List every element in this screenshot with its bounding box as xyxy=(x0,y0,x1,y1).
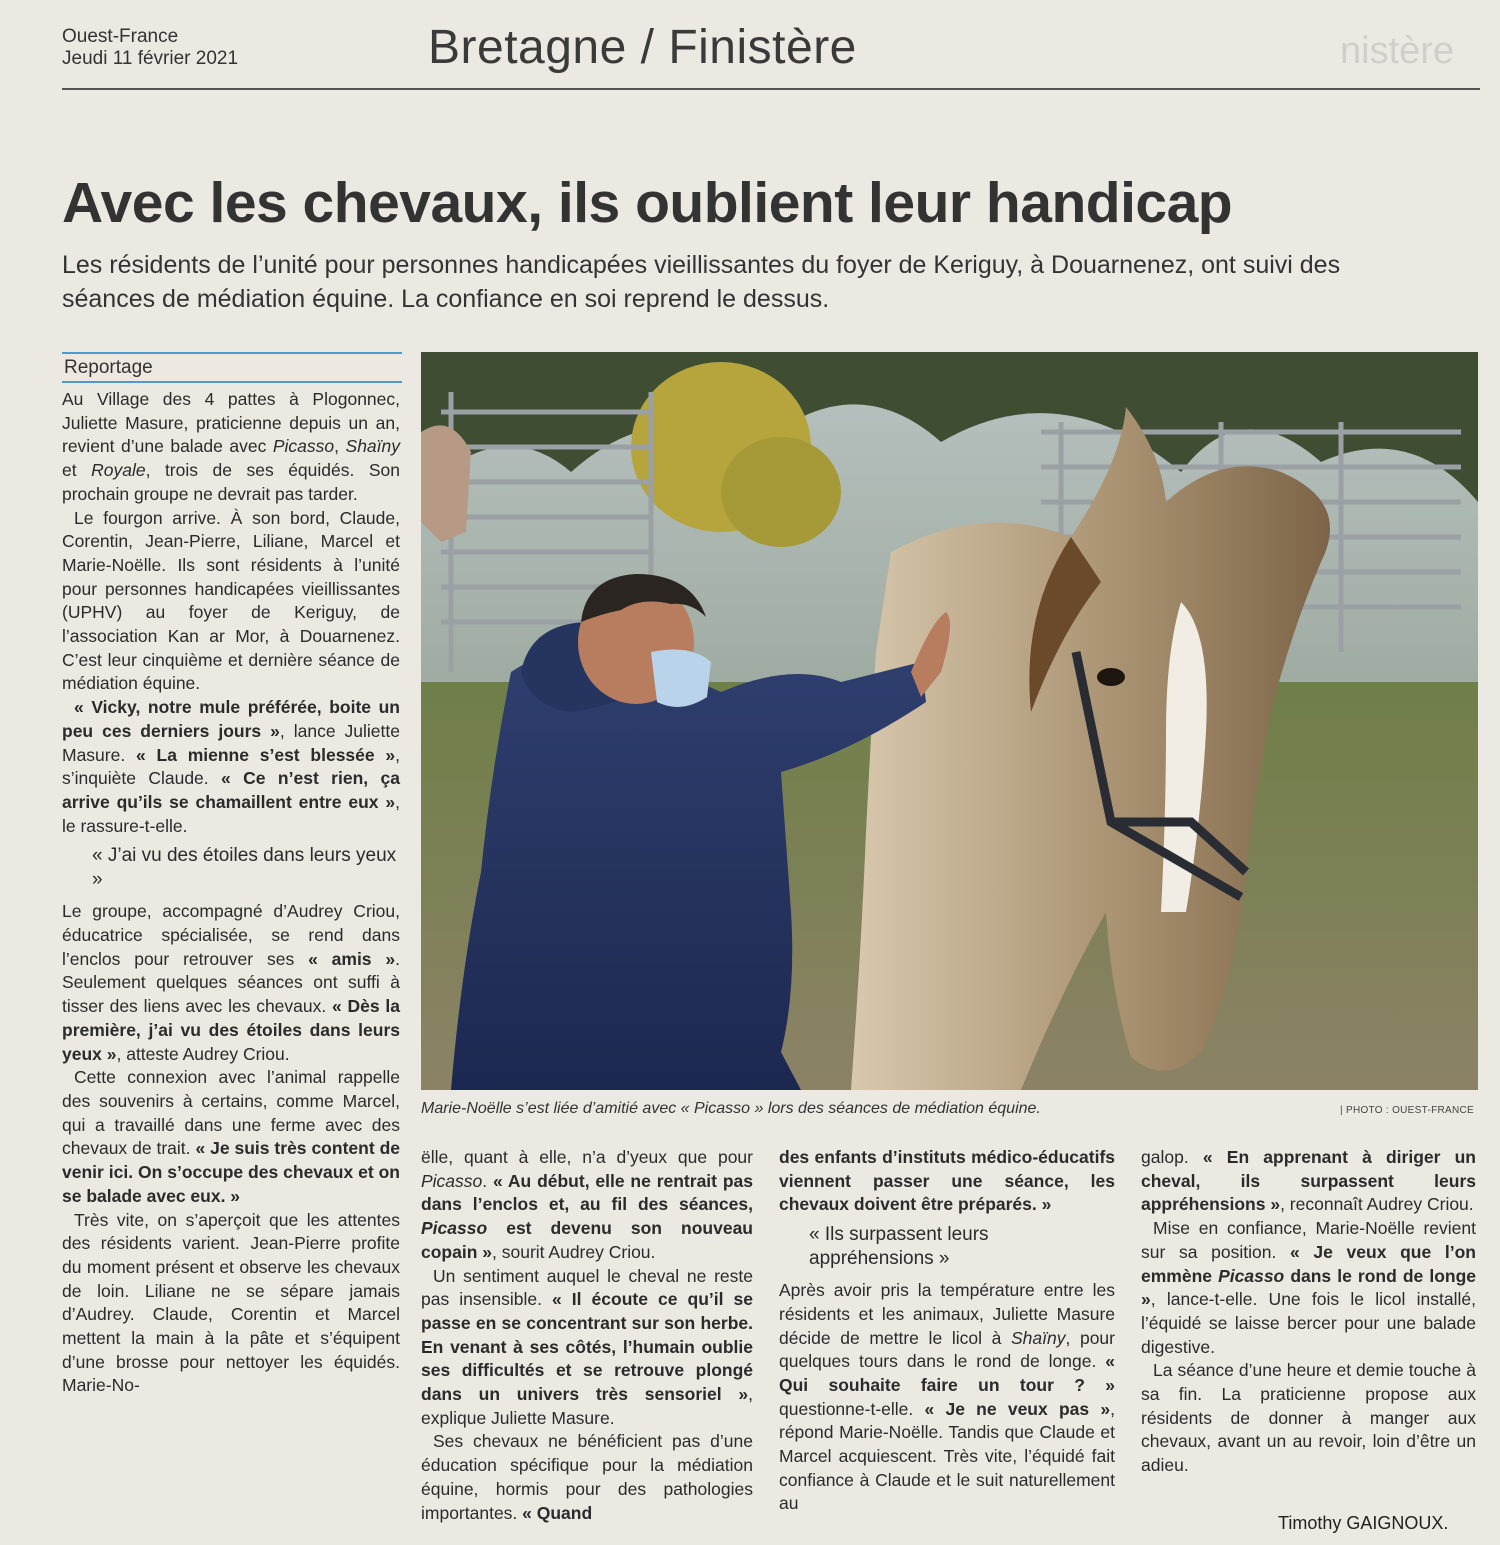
masthead xyxy=(62,26,238,70)
headline: Avec les chevaux, ils oublient leur handicap xyxy=(62,171,1233,235)
article-photo xyxy=(421,352,1478,1090)
masthead-rule xyxy=(62,88,1480,90)
subheading: « Ils surpassent leurs appréhensions » xyxy=(809,1224,989,1270)
photo-caption: Marie-Noëlle s’est liée d’amitié avec « Picasso » lors des séances de médiation équine. xyxy=(421,1100,1041,1117)
photo-credit: | PHOTO : OUEST-FRANCE xyxy=(1340,1105,1475,1116)
kicker-label: Reportage xyxy=(62,352,402,383)
paragraph: Très vite, on s’aperçoit que les attentes des résidents varient. Jean-Pierre profite du moment présent et observe les chevaux de loin. Liliane ne se sépare jamais d’Audrey. Claude, Corentin et Marcel mettent la main à la pâte et s’équipent d’une brosse pour nettoyer les équidés. Marie-No- xyxy=(62,1209,400,1396)
paragraph: Au Village des 4 pattes à Plogonnec, Juliette Masure, praticienne depuis un an, revient d’une balade avec Picasso, Shaïny et Royale, trois de ses équidés. Son prochain groupe ne devrait pas tarder. xyxy=(62,389,400,504)
standfirst: Les résidents de l’unité pour personnes handicapées vieillissantes du foyer de Keriguy, à Douarnenez, ont suivi des séances de médiation équine. La confiance en soi reprend le dessus. xyxy=(62,251,1341,313)
article-column-1 xyxy=(62,388,400,1398)
paragraph: ëlle, quant à elle, n’a d’yeux que pour Picasso. « Au début, elle ne rentrait pas dans l’enclos et, au fil des séances, Picasso est devenu son nouveau copain », sourit Audrey Criou. xyxy=(421,1147,753,1262)
byline: Timothy GAIGNOUX. xyxy=(1278,1513,1449,1533)
paragraph: Un sentiment auquel le cheval ne reste pas insensible. « Il écoute ce qu’il se passe en se concentrant sur son herbe. En venant à ses côtés, l’humain oublie ses difficultés et se retrouve plongé dans un univers très sensoriel », explique Juliette Masure. xyxy=(421,1265,753,1428)
paragraph: Ses chevaux ne bénéficient pas d’une éducation spécifique pour la médiation équine, hormis pour des pathologies importantes. « Quand xyxy=(421,1431,753,1523)
paragraph: « Vicky, notre mule préférée, boite un peu ces derniers jours », lance Juliette Masure. « La mienne s’est blessée », s’inquiète Claude. « Ce n’est rien, ça arrive qu’ils se chamaillent entre eux », le rassure-t-elle. xyxy=(62,697,401,836)
paragraph: Le fourgon arrive. À son bord, Claude, Corentin, Jean-Pierre, Liliane, Marcel et Marie-Noëlle. Ils sont résidents à l’unité pour personnes handicapées vieillissantes (UPHV) au foyer de Keriguy, de l’association Kan ar Mor, à Douarnenez. C’est leur cinquième et dernière séance de médiation équine. xyxy=(62,507,400,694)
paragraph: des enfants d’instituts médico-éducatifs viennent passer une séance, les chevaux doivent être préparés. » xyxy=(779,1147,1115,1215)
article-column-2 xyxy=(421,1146,753,1525)
publication-date: Jeudi 11 février 2021 xyxy=(62,48,239,69)
paragraph: La séance d’une heure et demie touche à sa fin. La praticienne propose aux résidents de donner à manger aux chevaux, avant un au revoir, loin d’être un adieu. xyxy=(1141,1360,1476,1476)
paragraph: Mise en confiance, Marie-Noëlle revient sur sa position. « Je veux que l’on emmène Picasso dans le rond de longe », lance-t-elle. Une fois le licol installé, l’équidé se laisse bercer pour une balade digestive. xyxy=(1141,1218,1477,1357)
photo-background-horse xyxy=(421,425,471,542)
photo-face-mask xyxy=(651,650,711,707)
paragraph: Cette connexion avec l’animal rappelle des souvenirs à certains, comme Marcel, qui a travaillé dans une ferme avec des chevaux de trait. « Je suis très content de venir ici. On s’occupe des chevaux et on se balade avec eux. » xyxy=(62,1067,400,1206)
photo-horse-eye xyxy=(1097,668,1125,686)
section-title: Bretagne / Finistère xyxy=(428,21,857,74)
show-through-text: nistère xyxy=(1340,30,1455,72)
subheading: « J’ai vu des étoiles dans leurs yeux » xyxy=(92,845,397,891)
paragraph: Après avoir pris la température entre les résidents et les animaux, Juliette Masure décide de mettre le licol à Shaïny, pour quelques tours dans le rond de longe. « Qui souhaite faire un tour ? » questionne-t-elle. « Je ne veux pas », répond Marie-Noëlle. Tandis que Claude et Marcel acquiescent. Très vite, l’équidé fait confiance à Claude et le suit naturellement au xyxy=(779,1280,1115,1514)
article-column-3 xyxy=(779,1146,1115,1516)
article-column-4 xyxy=(1141,1146,1476,1478)
paragraph: Le groupe, accompagné d’Audrey Criou, éducatrice spécialisée, se rend dans l’enclos pour retrouver ses « amis ». Seulement quelques séances ont suffi à tisser des liens avec les chevaux. « Dès la première, j’ai vu des étoiles dans leurs yeux », atteste Audrey Criou. xyxy=(62,901,401,1064)
publication-name: Ouest-France xyxy=(62,26,179,47)
paragraph: galop. « En apprenant à diriger un cheval, ils surpassent leurs appréhensions », reconnaît Audrey Criou. xyxy=(1141,1147,1476,1215)
